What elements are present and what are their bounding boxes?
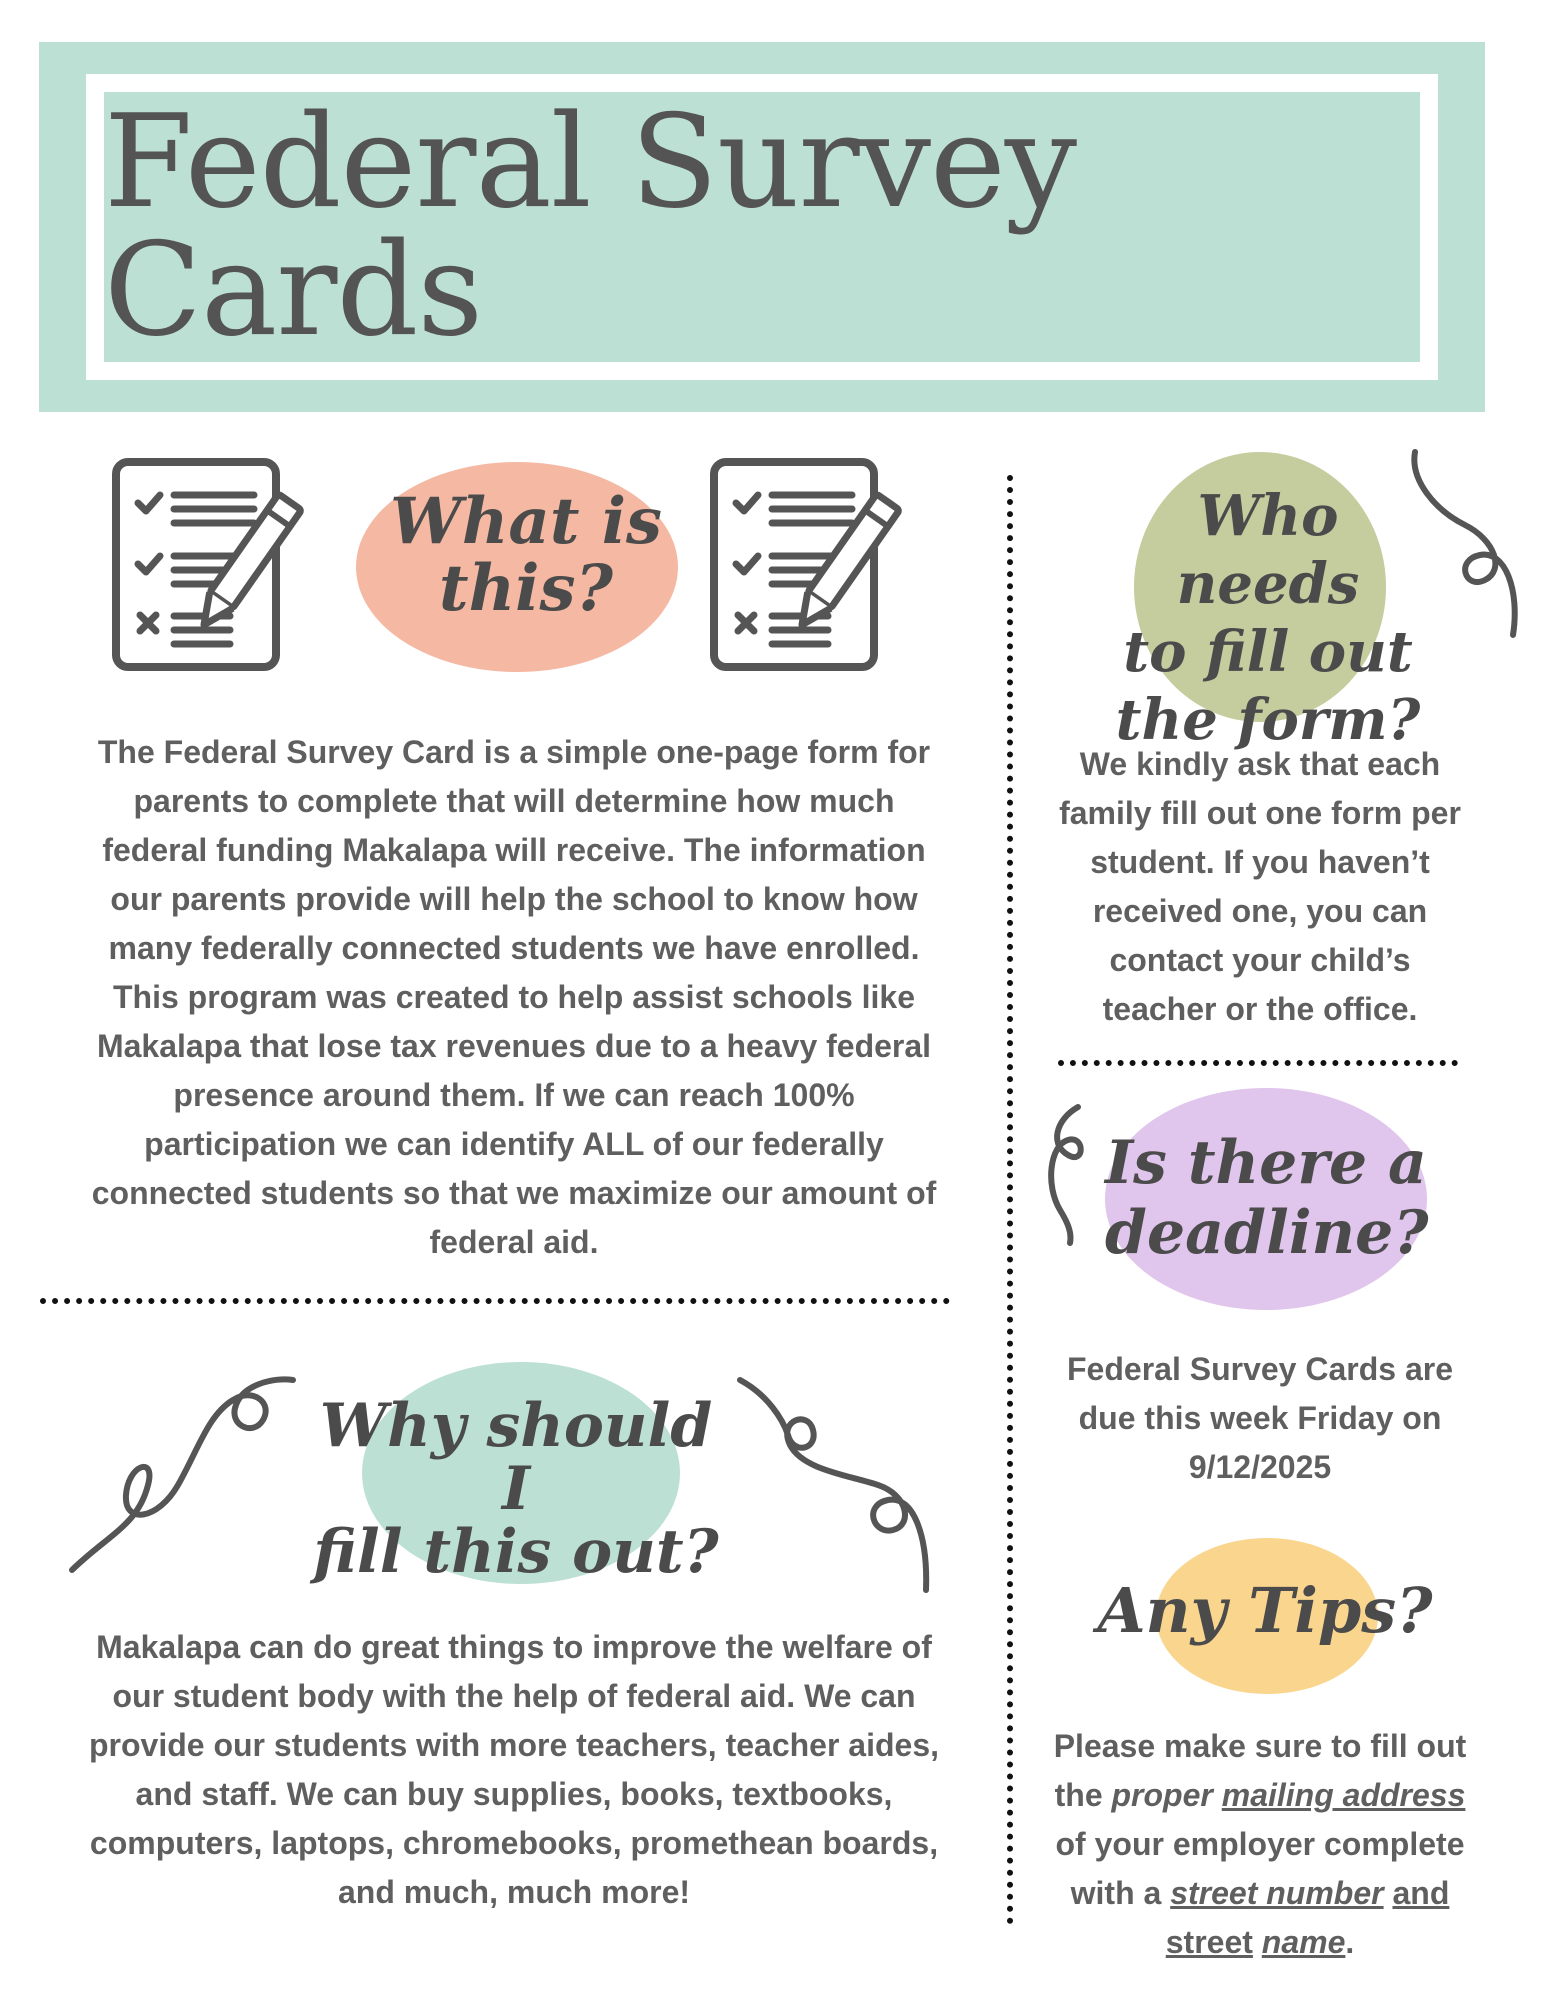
why-body-text: Makalapa can do great things to improve the welfare of our student body with the help of federal aid. We can provide our students with more teachers, teacher aides, and staff. We can buy supplies, books, textbooks, computers, laptops, chromebooks, promethean boards, and much, much more! [88, 1629, 940, 1910]
tips-body-text [1045, 1722, 1475, 1967]
tips-text-and-street: and street [1165, 1875, 1450, 1960]
what-heading-line1: What is [389, 484, 663, 559]
who-heading-line1: Who needs [1176, 483, 1360, 617]
who-body-text: We kindly ask that each family fill out one form per student. If you haven’t received one, you can contact your child’s teacher or the office. [1059, 746, 1461, 1027]
title-banner-inner [104, 88, 1420, 365]
tips-emphasis-name: name [1261, 1924, 1346, 1960]
who-heading-line2: to fill out [1123, 619, 1413, 685]
left-horizontal-divider [40, 1298, 950, 1304]
why-heading-line1: Why should I [319, 1391, 713, 1524]
tips-emphasis-street-number: street number [1170, 1875, 1384, 1911]
why-heading-line2: fill this out? [313, 1517, 719, 1587]
right-horizontal-divider [1058, 1060, 1458, 1066]
what-heading-line2: this? [439, 551, 613, 627]
swirl-decoration [68, 1375, 298, 1580]
deadline-heading-line1: Is there a [1105, 1128, 1427, 1198]
tips-text-part: of your employer complete with a [1055, 1826, 1465, 1911]
swirl-decoration [738, 1375, 938, 1600]
deadline-body-text: Federal Survey Cards are due this week Friday on 9/12/2025 [1067, 1351, 1453, 1485]
why-heading [296, 1391, 736, 1587]
vertical-divider [1007, 475, 1013, 1925]
swirl-decoration [1405, 450, 1525, 645]
tips-emphasis-proper: proper [1111, 1777, 1213, 1813]
tips-emphasis-mailing-address: mailing address [1221, 1777, 1466, 1813]
deadline-heading-line2: deadline? [1105, 1198, 1429, 1268]
page-title: Federal Survey Cards [104, 88, 1077, 365]
what-heading [356, 484, 696, 627]
swirl-decoration [1040, 1105, 1100, 1250]
tips-text-part: Please make sure to fill out the [1053, 1728, 1467, 1813]
checklist-pencil-icon [710, 458, 930, 678]
tips-heading: Any Tips? [1097, 1574, 1433, 1647]
what-body-text: The Federal Survey Card is a simple one-page form for parents to complete that will determine how much federal funding Makalapa will receive. The information our parents provide will help the school to know how many federally connected students we have enrolled. This program was created to help assist schools like Makalapa that lose tax revenues due to a heavy federal presence around them. If we can reach 100% participation we can identify ALL of our federally connected students so that we maximize our amount of federal aid. [91, 734, 937, 1260]
checklist-pencil-icon [112, 458, 332, 678]
who-heading-line3: the form? [1115, 687, 1421, 753]
who-heading [1108, 482, 1428, 754]
deadline-heading [1105, 1128, 1427, 1268]
tips-period: . [1345, 1924, 1355, 1960]
